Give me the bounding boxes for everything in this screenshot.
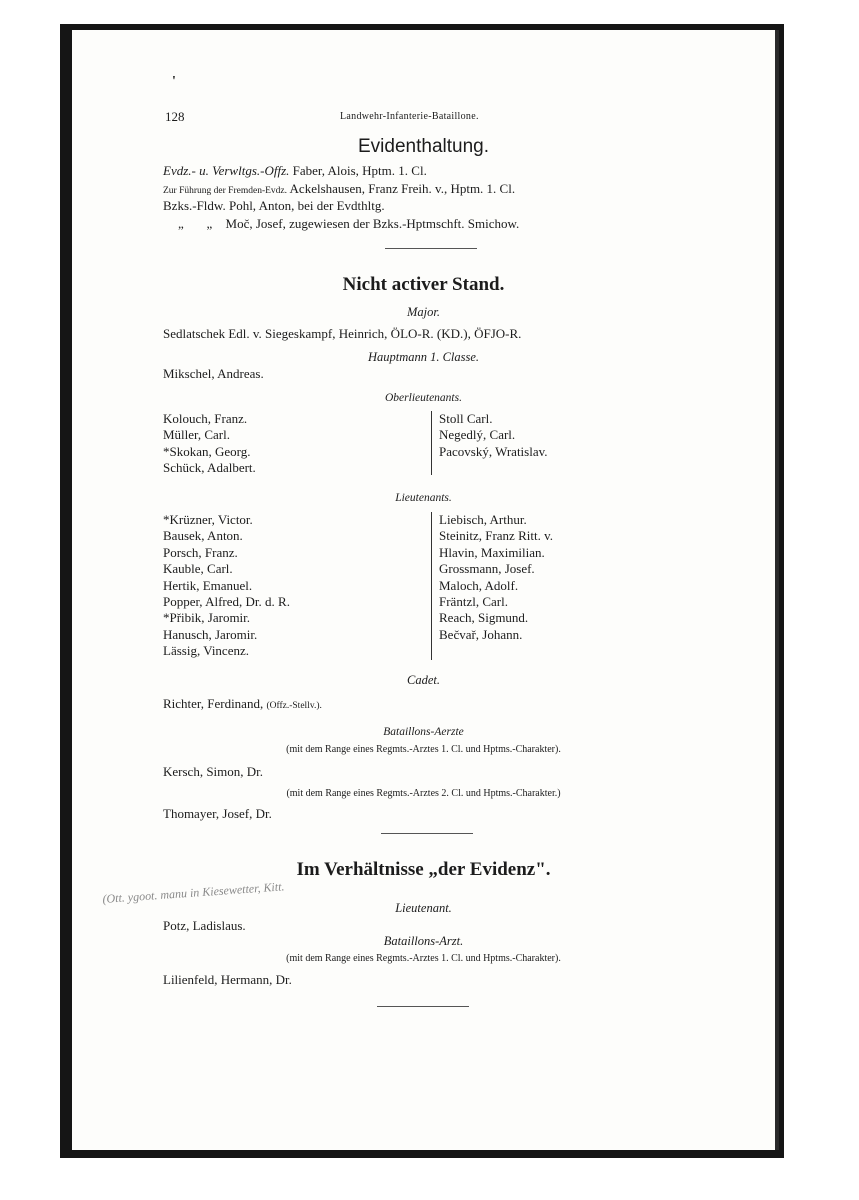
list-item: Kauble, Carl.: [163, 561, 233, 577]
list-item: Schück, Adalbert.: [163, 460, 256, 476]
rank-oberlieutenants: Oberlieutenants.: [385, 392, 462, 404]
document-page: [72, 30, 779, 1150]
rank-bataillons-arzt: Bataillons-Arzt.: [383, 934, 464, 948]
moc-entry: Moč, Josef, zugewiesen der Bzks.-Hptmschft. Smichow.: [225, 216, 520, 231]
column-divider: [431, 411, 432, 475]
list-item: Stoll Carl.: [439, 411, 493, 426]
evdz-officer: Faber, Alois, Hptm. 1. Cl.: [292, 163, 427, 178]
cadet-entry: [163, 696, 322, 712]
page-number: 128: [165, 109, 185, 124]
rank-lieutenants: Lieutenants.: [395, 492, 452, 504]
list-item: Reach, Sigmund.: [439, 610, 529, 626]
tick-mark: ': [172, 74, 176, 89]
cadet-name: Richter, Ferdinand,: [163, 696, 264, 711]
list-item: Porsch, Franz.: [163, 544, 238, 560]
cadet-note: (Offz.-Stellv.).: [266, 701, 322, 711]
section-title-evidenz: Im Verhältnisse „der Evidenz".: [296, 859, 551, 880]
list-item: *Krüzner, Victor.: [163, 512, 253, 527]
list-item: Pacovský, Wratislav.: [439, 443, 548, 459]
aerzte-name-2: Thomayer, Josef, Dr.: [163, 806, 272, 821]
list-item: Liebisch, Arthur.: [439, 512, 527, 527]
rank-hauptmann: Hauptmann 1. Classe.: [367, 350, 480, 364]
list-item: *Přibik, Jaromir.: [163, 610, 251, 626]
list-item: Fräntzl, Carl.: [439, 594, 508, 610]
lieutenants-right-column: [439, 512, 553, 643]
oberlieutenants-right-column: [439, 411, 548, 460]
hauptmann-name: Mikschel, Andreas.: [163, 366, 264, 381]
arzt-note: (mit dem Range eines Regmts.-Arztes 1. Cl. und Hptms.-Charakter).: [286, 953, 561, 964]
rank-cadet: Cadet.: [407, 673, 440, 687]
list-item: Müller, Carl.: [163, 427, 230, 443]
lieutenant-name: Potz, Ladislaus.: [163, 918, 246, 933]
list-item: Lässig, Vincenz.: [163, 643, 249, 659]
list-item: Negedlý, Carl.: [439, 427, 516, 443]
list-item: Grossmann, Josef.: [439, 561, 535, 577]
evidenthaltung-line-1: [163, 163, 427, 179]
rank-bataillons-aerzte: Bataillons-Aerzte: [383, 726, 464, 738]
evidenthaltung-line-3: Bzks.-Fldw. Pohl, Anton, bei der Evdthltg.: [163, 198, 385, 213]
fremden-evdz-officer: Ackelshausen, Franz Freih. v., Hptm. 1. Cl.: [289, 181, 516, 196]
arzt-name: Lilienfeld, Hermann, Dr.: [163, 972, 292, 987]
rank-lieutenant: Lieutenant.: [395, 901, 452, 915]
list-item: Maloch, Adolf.: [439, 577, 519, 593]
list-item: Hanusch, Jaromir.: [163, 626, 258, 642]
list-item: Popper, Alfred, Dr. d. R.: [163, 594, 290, 610]
handwritten-annotation: (Ott. ygoot. manu in Kiesewetter, Kitt.: [102, 879, 285, 906]
aerzte-note-2: (mit dem Range eines Regmts.-Arztes 2. Cl. und Hptms.-Charakter.): [286, 788, 561, 799]
oberlieutenants-left-column: [163, 411, 256, 477]
running-head: Landwehr-Infanterie-Bataillone.: [340, 111, 479, 122]
list-item: Kolouch, Franz.: [163, 411, 248, 426]
list-item: Hertik, Emanuel.: [163, 577, 253, 593]
list-item: Bečvař, Johann.: [439, 626, 523, 642]
evidenthaltung-line-4: [178, 216, 519, 232]
lieutenants-left-column: [163, 512, 290, 660]
list-item: Bausek, Anton.: [163, 528, 243, 544]
aerzte-note-1: (mit dem Range eines Regmts.-Arztes 1. Cl. und Hptms.-Charakter).: [286, 744, 561, 755]
section-title-evidenthaltung: Evidenthaltung.: [358, 136, 489, 157]
list-item: Hlavin, Maximilian.: [439, 544, 545, 560]
section-divider: [377, 1006, 469, 1007]
section-divider: [381, 833, 473, 834]
section-divider: [385, 248, 477, 249]
ditto-marks: „ „: [178, 216, 213, 231]
fremden-evdz-label: Zur Führung der Fremden-Evdz.: [163, 186, 287, 196]
major-name: Sedlatschek Edl. v. Siegeskampf, Heinrich, ÖLO-R. (KD.), ÖFJO-R.: [163, 326, 522, 341]
list-item: *Skokan, Georg.: [163, 443, 251, 459]
column-divider: [431, 512, 432, 660]
section-title-nicht-activer: Nicht activer Stand.: [342, 274, 505, 295]
evidenthaltung-line-2: [163, 181, 515, 197]
list-item: Steinitz, Franz Ritt. v.: [439, 528, 553, 544]
evdz-label: Evdz.- u. Verwltgs.-Offz.: [163, 163, 290, 178]
rank-major: Major.: [407, 305, 440, 319]
aerzte-name-1: Kersch, Simon, Dr.: [163, 764, 264, 779]
